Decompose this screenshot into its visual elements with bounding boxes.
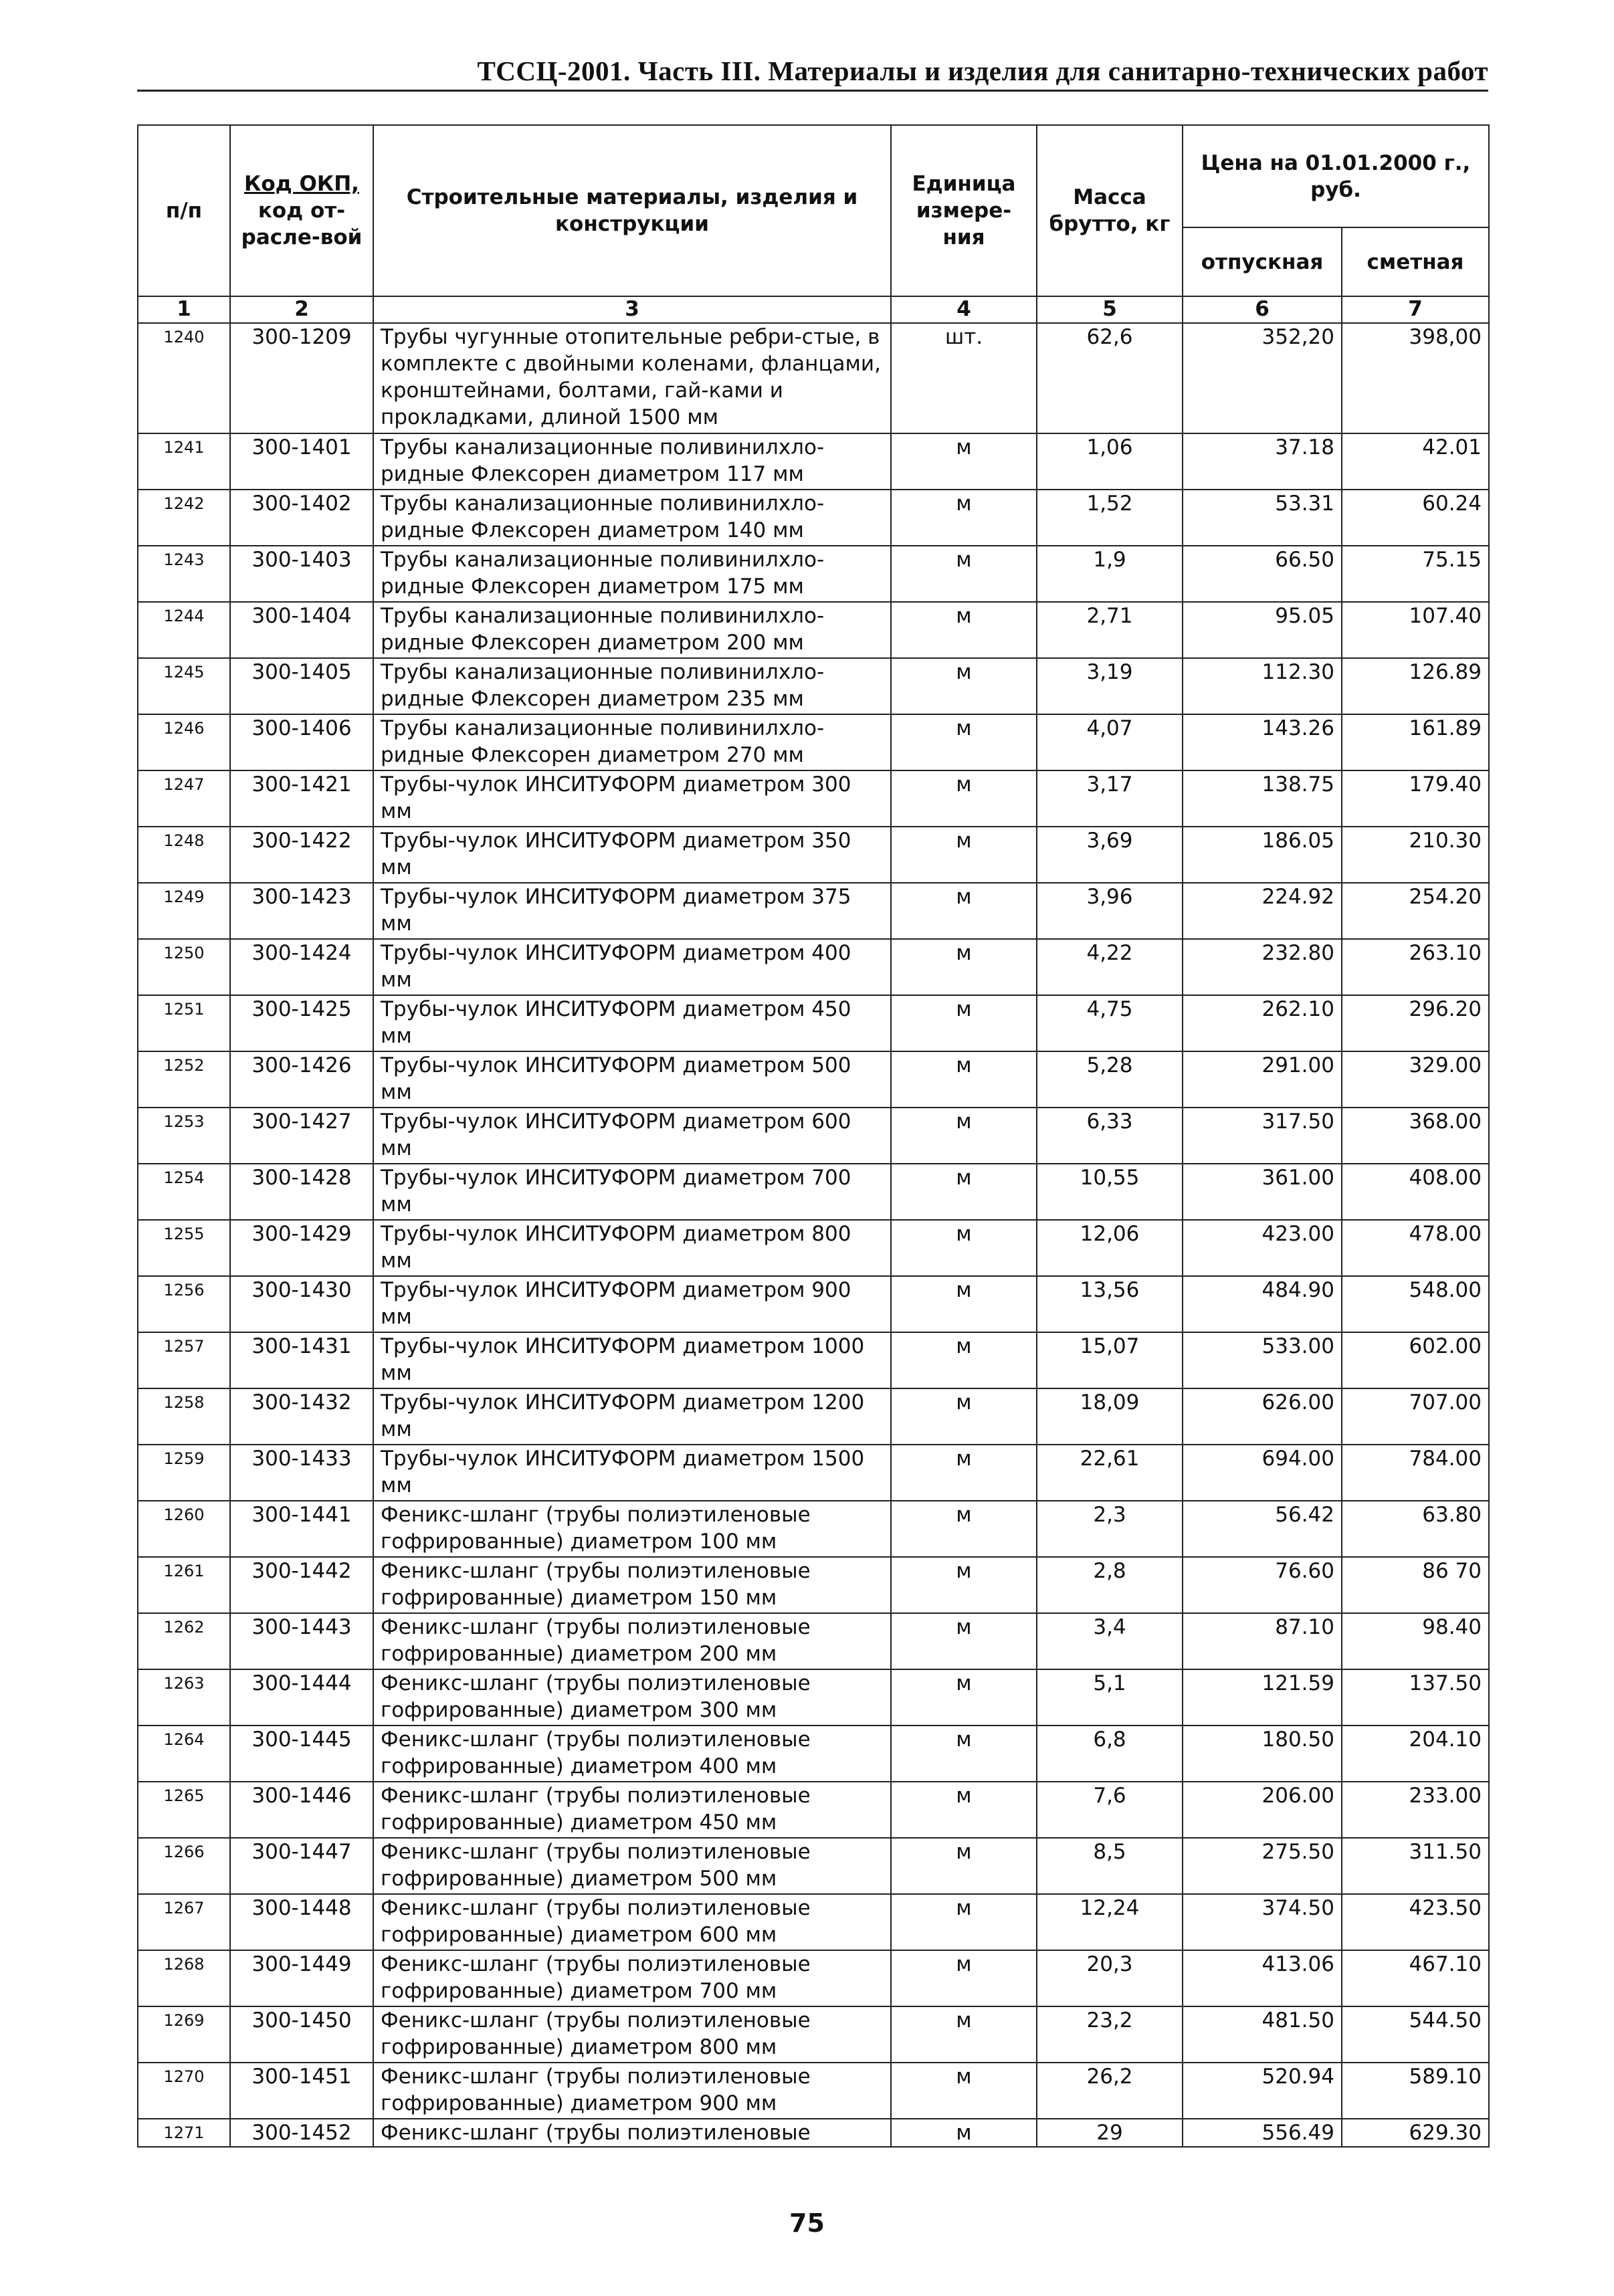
cell-material-name: Феникс-шланг (трубы полиэтиленовые гофрированные) диаметром 150 мм: [373, 1557, 891, 1613]
cell-unit: м: [891, 1051, 1037, 1108]
cell-price-estimate: 548.00: [1342, 1276, 1489, 1332]
cell-row-number: 1246: [138, 714, 230, 770]
cell-material-name: Трубы-чулок ИНСИТУФОРМ диаметром 1000 мм: [373, 1332, 891, 1388]
cell-okp-code: 300-1405: [230, 658, 373, 714]
table-row: [138, 770, 1489, 827]
cell-row-number: 1255: [138, 1220, 230, 1276]
cell-price-release: 112.30: [1183, 658, 1342, 714]
cell-price-estimate: 60.24: [1342, 490, 1489, 546]
table-row: [138, 827, 1489, 883]
cell-okp-code: 300-1402: [230, 490, 373, 546]
cell-row-number: 1266: [138, 1838, 230, 1894]
cell-mass: 4,75: [1037, 995, 1183, 1051]
cell-okp-code: 300-1422: [230, 827, 373, 883]
cell-mass: 23,2: [1037, 2006, 1183, 2063]
cell-row-number: 1267: [138, 1894, 230, 1950]
cell-price-estimate: 467.10: [1342, 1950, 1489, 2006]
cell-mass: 3,96: [1037, 883, 1183, 939]
table-row: [138, 1388, 1489, 1445]
cell-unit: м: [891, 1726, 1037, 1782]
cell-price-estimate: 63.80: [1342, 1501, 1489, 1557]
page-number: 75: [789, 2208, 825, 2238]
cell-okp-code: 300-1447: [230, 1838, 373, 1894]
cell-row-number: 1250: [138, 939, 230, 995]
cell-unit: м: [891, 1950, 1037, 2006]
cell-material-name: Трубы канализационные поливинилхло-ридные Флексорен диаметром 235 мм: [373, 658, 891, 714]
header-mass: Масса брутто, кг: [1037, 125, 1183, 296]
cell-price-estimate: 179.40: [1342, 770, 1489, 827]
cell-mass: 4,07: [1037, 714, 1183, 770]
cell-row-number: 1263: [138, 1669, 230, 1726]
cell-row-number: 1244: [138, 602, 230, 658]
table-row: [138, 714, 1489, 770]
cell-okp-code: 300-1430: [230, 1276, 373, 1332]
cell-unit: м: [891, 1164, 1037, 1220]
cell-row-number: 1247: [138, 770, 230, 827]
cell-unit: м: [891, 1838, 1037, 1894]
cell-mass: 4,22: [1037, 939, 1183, 995]
cell-price-estimate: 423.50: [1342, 1894, 1489, 1950]
cell-price-estimate: 75.15: [1342, 546, 1489, 602]
cell-price-release: 206.00: [1183, 1782, 1342, 1838]
cell-row-number: 1251: [138, 995, 230, 1051]
table-row: [138, 1726, 1489, 1782]
cell-price-estimate: 544.50: [1342, 2006, 1489, 2063]
cell-material-name: Трубы-чулок ИНСИТУФОРМ диаметром 800 мм: [373, 1220, 891, 1276]
cell-price-release: 533.00: [1183, 1332, 1342, 1388]
table-row: [138, 1613, 1489, 1669]
cell-okp-code: 300-1446: [230, 1782, 373, 1838]
materials-table-wrapper: [137, 124, 1488, 2148]
cell-unit: шт.: [891, 323, 1037, 433]
cell-price-estimate: 784.00: [1342, 1445, 1489, 1501]
cell-mass: 1,9: [1037, 546, 1183, 602]
cell-mass: 3,4: [1037, 1613, 1183, 1669]
cell-row-number: 1249: [138, 883, 230, 939]
cell-row-number: 1253: [138, 1108, 230, 1164]
cell-unit: м: [891, 1108, 1037, 1164]
cell-okp-code: 300-1442: [230, 1557, 373, 1613]
cell-okp-code: 300-1424: [230, 939, 373, 995]
cell-mass: 1,52: [1037, 490, 1183, 546]
cell-okp-code: 300-1451: [230, 2063, 373, 2119]
cell-material-name: Трубы канализационные поливинилхло-ридные Флексорен диаметром 270 мм: [373, 714, 891, 770]
table-row: [138, 2119, 1489, 2147]
cell-price-release: 186.05: [1183, 827, 1342, 883]
cell-unit: м: [891, 2063, 1037, 2119]
cell-mass: 7,6: [1037, 1782, 1183, 1838]
cell-mass: 2,71: [1037, 602, 1183, 658]
cell-price-estimate: 98.40: [1342, 1613, 1489, 1669]
column-number: 1: [138, 296, 230, 323]
cell-okp-code: 300-1444: [230, 1669, 373, 1726]
cell-price-release: 95.05: [1183, 602, 1342, 658]
cell-unit: м: [891, 939, 1037, 995]
cell-price-release: 262.10: [1183, 995, 1342, 1051]
cell-unit: м: [891, 1782, 1037, 1838]
cell-price-estimate: 107.40: [1342, 602, 1489, 658]
table-row: [138, 602, 1489, 658]
cell-price-release: 180.50: [1183, 1726, 1342, 1782]
cell-unit: м: [891, 1501, 1037, 1557]
cell-price-release: 694.00: [1183, 1445, 1342, 1501]
table-row: [138, 1164, 1489, 1220]
cell-row-number: 1256: [138, 1276, 230, 1332]
cell-material-name: Трубы канализационные поливинилхло-ридные Флексорен диаметром 117 мм: [373, 433, 891, 490]
cell-okp-code: 300-1433: [230, 1445, 373, 1501]
cell-mass: 6,33: [1037, 1108, 1183, 1164]
cell-price-release: 481.50: [1183, 2006, 1342, 2063]
cell-material-name: Трубы-чулок ИНСИТУФОРМ диаметром 375 мм: [373, 883, 891, 939]
cell-price-release: 291.00: [1183, 1051, 1342, 1108]
cell-row-number: 1257: [138, 1332, 230, 1388]
cell-mass: 2,8: [1037, 1557, 1183, 1613]
cell-price-estimate: 42.01: [1342, 433, 1489, 490]
cell-row-number: 1259: [138, 1445, 230, 1501]
cell-unit: м: [891, 1669, 1037, 1726]
table-row: [138, 1445, 1489, 1501]
cell-price-estimate: 126.89: [1342, 658, 1489, 714]
column-number: 2: [230, 296, 373, 323]
table-row: [138, 1108, 1489, 1164]
cell-mass: 62,6: [1037, 323, 1183, 433]
cell-unit: м: [891, 2119, 1037, 2147]
cell-row-number: 1240: [138, 323, 230, 433]
cell-unit: м: [891, 1445, 1037, 1501]
cell-price-estimate: 589.10: [1342, 2063, 1489, 2119]
cell-material-name: Феникс-шланг (трубы полиэтиленовые: [373, 2119, 891, 2147]
cell-material-name: Трубы-чулок ИНСИТУФОРМ диаметром 900 мм: [373, 1276, 891, 1332]
cell-price-release: 232.80: [1183, 939, 1342, 995]
cell-mass: 22,61: [1037, 1445, 1183, 1501]
cell-okp-code: 300-1428: [230, 1164, 373, 1220]
cell-material-name: Трубы-чулок ИНСИТУФОРМ диаметром 450 мм: [373, 995, 891, 1051]
cell-row-number: 1265: [138, 1782, 230, 1838]
table-row: [138, 433, 1489, 490]
table-row: [138, 1276, 1489, 1332]
cell-unit: м: [891, 1220, 1037, 1276]
cell-material-name: Феникс-шланг (трубы полиэтиленовые гофрированные) диаметром 900 мм: [373, 2063, 891, 2119]
header-num: п/п: [138, 125, 230, 296]
table-row: [138, 1220, 1489, 1276]
cell-mass: 5,28: [1037, 1051, 1183, 1108]
cell-price-estimate: 398,00: [1342, 323, 1489, 433]
column-number: 3: [373, 296, 891, 323]
cell-row-number: 1269: [138, 2006, 230, 2063]
cell-unit: м: [891, 770, 1037, 827]
cell-mass: 15,07: [1037, 1332, 1183, 1388]
cell-price-estimate: 204.10: [1342, 1726, 1489, 1782]
cell-okp-code: 300-1431: [230, 1332, 373, 1388]
cell-okp-code: 300-1443: [230, 1613, 373, 1669]
cell-unit: м: [891, 1894, 1037, 1950]
cell-row-number: 1252: [138, 1051, 230, 1108]
table-row: [138, 1838, 1489, 1894]
cell-price-release: 143.26: [1183, 714, 1342, 770]
cell-material-name: Феникс-шланг (трубы полиэтиленовые гофрированные) диаметром 600 мм: [373, 1894, 891, 1950]
cell-material-name: Трубы канализационные поливинилхло-ридные Флексорен диаметром 175 мм: [373, 546, 891, 602]
header-name: Строительные материалы, изделия и конструкции: [373, 125, 891, 296]
header-okp-title: Код ОКП,: [244, 172, 359, 196]
column-number: 5: [1037, 296, 1183, 323]
cell-okp-code: 300-1425: [230, 995, 373, 1051]
cell-row-number: 1254: [138, 1164, 230, 1220]
cell-price-estimate: 233.00: [1342, 1782, 1489, 1838]
table-row: [138, 1894, 1489, 1950]
table-row: [138, 1557, 1489, 1613]
cell-price-estimate: 329.00: [1342, 1051, 1489, 1108]
cell-unit: м: [891, 1276, 1037, 1332]
column-number: 4: [891, 296, 1037, 323]
cell-row-number: 1260: [138, 1501, 230, 1557]
table-row: [138, 546, 1489, 602]
cell-price-release: 53.31: [1183, 490, 1342, 546]
cell-okp-code: 300-1403: [230, 546, 373, 602]
header-price-estimate: сметная: [1342, 227, 1489, 296]
cell-material-name: Трубы-чулок ИНСИТУФОРМ диаметром 600 мм: [373, 1108, 891, 1164]
table-row: [138, 1669, 1489, 1726]
cell-unit: м: [891, 658, 1037, 714]
cell-okp-code: 300-1209: [230, 323, 373, 433]
cell-row-number: 1248: [138, 827, 230, 883]
table-row: [138, 1782, 1489, 1838]
header-price-release: отпускная: [1183, 227, 1342, 296]
cell-okp-code: 300-1445: [230, 1726, 373, 1782]
table-row: [138, 2063, 1489, 2119]
cell-okp-code: 300-1426: [230, 1051, 373, 1108]
cell-okp-code: 300-1406: [230, 714, 373, 770]
cell-okp-code: 300-1427: [230, 1108, 373, 1164]
cell-price-release: 413.06: [1183, 1950, 1342, 2006]
cell-okp-code: 300-1423: [230, 883, 373, 939]
cell-mass: 13,56: [1037, 1276, 1183, 1332]
cell-mass: 12,24: [1037, 1894, 1183, 1950]
cell-material-name: Трубы канализационные поливинилхло-ридные Флексорен диаметром 200 мм: [373, 602, 891, 658]
cell-unit: м: [891, 546, 1037, 602]
cell-price-release: 56.42: [1183, 1501, 1342, 1557]
cell-mass: 8,5: [1037, 1838, 1183, 1894]
cell-okp-code: 300-1429: [230, 1220, 373, 1276]
cell-mass: 20,3: [1037, 1950, 1183, 2006]
cell-okp-code: 300-1404: [230, 602, 373, 658]
cell-material-name: Трубы чугунные отопительные ребри-стые, в комплекте с двойными коленами, фланцами, кронштейнами, болтами, гай-ками и прокладками, длиной 1500 мм: [373, 323, 891, 433]
header-okp-code: [230, 125, 373, 296]
table-row: [138, 658, 1489, 714]
cell-okp-code: 300-1450: [230, 2006, 373, 2063]
cell-row-number: 1270: [138, 2063, 230, 2119]
cell-price-estimate: 137.50: [1342, 1669, 1489, 1726]
cell-material-name: Феникс-шланг (трубы полиэтиленовые гофрированные) диаметром 450 мм: [373, 1782, 891, 1838]
cell-price-release: 275.50: [1183, 1838, 1342, 1894]
cell-mass: 12,06: [1037, 1220, 1183, 1276]
cell-price-estimate: 368.00: [1342, 1108, 1489, 1164]
cell-material-name: Трубы-чулок ИНСИТУФОРМ диаметром 350 мм: [373, 827, 891, 883]
cell-okp-code: 300-1421: [230, 770, 373, 827]
cell-mass: 3,19: [1037, 658, 1183, 714]
cell-price-release: 87.10: [1183, 1613, 1342, 1669]
cell-unit: м: [891, 883, 1037, 939]
cell-price-release: 66.50: [1183, 546, 1342, 602]
table-row: [138, 1950, 1489, 2006]
cell-unit: м: [891, 995, 1037, 1051]
header-okp-rest: код от-расле-вой: [241, 199, 363, 249]
cell-price-estimate: 602.00: [1342, 1332, 1489, 1388]
cell-unit: м: [891, 1613, 1037, 1669]
cell-unit: м: [891, 602, 1037, 658]
cell-unit: м: [891, 1557, 1037, 1613]
table-row: [138, 490, 1489, 546]
cell-mass: 3,17: [1037, 770, 1183, 827]
cell-price-release: 138.75: [1183, 770, 1342, 827]
cell-material-name: Феникс-шланг (трубы полиэтиленовые гофрированные) диаметром 100 мм: [373, 1501, 891, 1557]
cell-price-estimate: 408.00: [1342, 1164, 1489, 1220]
cell-mass: 26,2: [1037, 2063, 1183, 2119]
cell-row-number: 1241: [138, 433, 230, 490]
cell-price-release: 317.50: [1183, 1108, 1342, 1164]
materials-table: [137, 124, 1490, 2148]
header-unit: Единица измере-ния: [891, 125, 1037, 296]
cell-material-name: Трубы-чулок ИНСИТУФОРМ диаметром 1200 мм: [373, 1388, 891, 1445]
table-body: [138, 323, 1489, 2147]
column-number-row: [138, 296, 1489, 323]
cell-row-number: 1262: [138, 1613, 230, 1669]
cell-material-name: Трубы-чулок ИНСИТУФОРМ диаметром 400 мм: [373, 939, 891, 995]
cell-price-release: 76.60: [1183, 1557, 1342, 1613]
cell-row-number: 1264: [138, 1726, 230, 1782]
table-row: [138, 995, 1489, 1051]
cell-row-number: 1268: [138, 1950, 230, 2006]
cell-price-release: 520.94: [1183, 2063, 1342, 2119]
table-row: [138, 939, 1489, 995]
cell-price-release: 423.00: [1183, 1220, 1342, 1276]
cell-okp-code: 300-1449: [230, 1950, 373, 2006]
cell-unit: м: [891, 490, 1037, 546]
cell-unit: м: [891, 714, 1037, 770]
cell-price-estimate: 263.10: [1342, 939, 1489, 995]
table-row: [138, 323, 1489, 433]
cell-mass: 10,55: [1037, 1164, 1183, 1220]
cell-price-estimate: 478.00: [1342, 1220, 1489, 1276]
cell-okp-code: 300-1452: [230, 2119, 373, 2147]
cell-material-name: Трубы-чулок ИНСИТУФОРМ диаметром 300 мм: [373, 770, 891, 827]
table-row: [138, 1332, 1489, 1388]
cell-mass: 2,3: [1037, 1501, 1183, 1557]
cell-mass: 18,09: [1037, 1388, 1183, 1445]
cell-price-estimate: 296.20: [1342, 995, 1489, 1051]
cell-price-release: 121.59: [1183, 1669, 1342, 1726]
cell-price-estimate: 311.50: [1342, 1838, 1489, 1894]
column-number: 6: [1183, 296, 1342, 323]
cell-price-estimate: 86 70: [1342, 1557, 1489, 1613]
column-number: 7: [1342, 296, 1489, 323]
cell-material-name: Трубы канализационные поливинилхло-ридные Флексорен диаметром 140 мм: [373, 490, 891, 546]
cell-price-release: 374.50: [1183, 1894, 1342, 1950]
cell-material-name: Трубы-чулок ИНСИТУФОРМ диаметром 500 мм: [373, 1051, 891, 1108]
cell-mass: 6,8: [1037, 1726, 1183, 1782]
cell-unit: м: [891, 827, 1037, 883]
cell-material-name: Трубы-чулок ИНСИТУФОРМ диаметром 1500 мм: [373, 1445, 891, 1501]
cell-material-name: Феникс-шланг (трубы полиэтиленовые гофрированные) диаметром 400 мм: [373, 1726, 891, 1782]
cell-material-name: Феникс-шланг (трубы полиэтиленовые гофрированные) диаметром 800 мм: [373, 2006, 891, 2063]
cell-row-number: 1261: [138, 1557, 230, 1613]
cell-row-number: 1243: [138, 546, 230, 602]
cell-row-number: 1258: [138, 1388, 230, 1445]
cell-mass: 5,1: [1037, 1669, 1183, 1726]
cell-material-name: Феникс-шланг (трубы полиэтиленовые гофрированные) диаметром 500 мм: [373, 1838, 891, 1894]
cell-price-estimate: 629.30: [1342, 2119, 1489, 2147]
cell-price-estimate: 210.30: [1342, 827, 1489, 883]
cell-price-estimate: 254.20: [1342, 883, 1489, 939]
cell-price-release: 556.49: [1183, 2119, 1342, 2147]
cell-okp-code: 300-1401: [230, 433, 373, 490]
cell-row-number: 1242: [138, 490, 230, 546]
cell-material-name: Феникс-шланг (трубы полиэтиленовые гофрированные) диаметром 700 мм: [373, 1950, 891, 2006]
page-header: ТССЦ-2001. Часть III. Материалы и изделия для санитарно-технических работ: [137, 52, 1488, 92]
cell-price-release: 626.00: [1183, 1388, 1342, 1445]
cell-mass: 1,06: [1037, 433, 1183, 490]
header-price: Цена на 01.01.2000 г., руб.: [1183, 125, 1489, 227]
cell-price-release: 224.92: [1183, 883, 1342, 939]
cell-material-name: Феникс-шланг (трубы полиэтиленовые гофрированные) диаметром 200 мм: [373, 1613, 891, 1669]
cell-unit: м: [891, 2006, 1037, 2063]
cell-okp-code: 300-1441: [230, 1501, 373, 1557]
cell-okp-code: 300-1432: [230, 1388, 373, 1445]
cell-material-name: Трубы-чулок ИНСИТУФОРМ диаметром 700 мм: [373, 1164, 891, 1220]
table-row: [138, 1501, 1489, 1557]
cell-price-estimate: 161.89: [1342, 714, 1489, 770]
cell-price-release: 37.18: [1183, 433, 1342, 490]
cell-price-release: 352,20: [1183, 323, 1342, 433]
cell-unit: м: [891, 433, 1037, 490]
cell-okp-code: 300-1448: [230, 1894, 373, 1950]
cell-unit: м: [891, 1332, 1037, 1388]
cell-price-release: 361.00: [1183, 1164, 1342, 1220]
cell-mass: 3,69: [1037, 827, 1183, 883]
cell-mass: 29: [1037, 2119, 1183, 2147]
cell-row-number: 1245: [138, 658, 230, 714]
table-row: [138, 2006, 1489, 2063]
cell-price-estimate: 707.00: [1342, 1388, 1489, 1445]
cell-row-number: 1271: [138, 2119, 230, 2147]
cell-price-release: 484.90: [1183, 1276, 1342, 1332]
cell-material-name: Феникс-шланг (трубы полиэтиленовые гофрированные) диаметром 300 мм: [373, 1669, 891, 1726]
table-row: [138, 1051, 1489, 1108]
table-row: [138, 883, 1489, 939]
table-header: [138, 125, 1489, 323]
cell-unit: м: [891, 1388, 1037, 1445]
